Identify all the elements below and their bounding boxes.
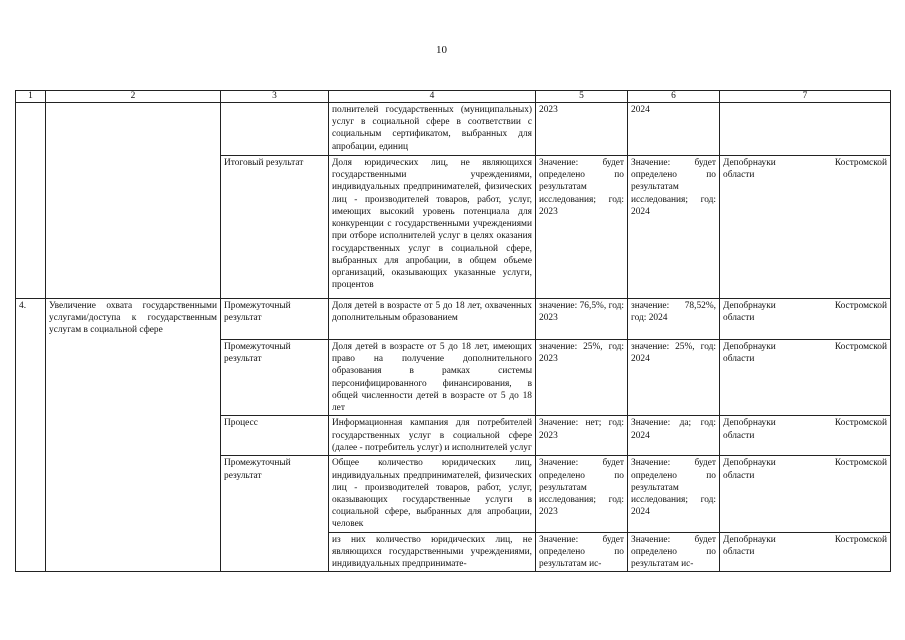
responsible-region: Костромской (834, 158, 887, 168)
responsible-cell (720, 299, 891, 340)
responsible-region: Костромской (834, 418, 887, 429)
value-2024: значение: 78,52%, год: 2024 (628, 299, 720, 340)
responsible-region: Костромской (834, 342, 887, 352)
responsible-dept: Депобрнауки (723, 534, 776, 545)
task-cell: Увеличение охвата государственными услугами/доступа к государственным услугам в социальной сфере (46, 299, 221, 572)
result-type-cell: Промежуточный результат (221, 340, 329, 416)
responsible-cell (720, 340, 891, 416)
responsible-region-suffix: области (723, 170, 755, 181)
responsible-dept: Депобрнауки (723, 342, 776, 352)
value-2023: Значение: будет определено по результатам исследования; год: 2023 (536, 456, 628, 532)
responsible-region-suffix: области (723, 470, 755, 481)
indicator-description: Информационная кампания для потребителей государственных услуг в социальной сфере (далее - потребитель услуг) и исполнителей услуг (329, 416, 536, 456)
header-col-3: 3 (221, 91, 329, 103)
responsible-region: Костромской (834, 458, 887, 469)
responsible-dept: Депобрнауки (723, 418, 776, 429)
value-2024: Значение: будет определено по результатам исследования; год: 2024 (628, 456, 720, 532)
responsible-region-suffix: области (723, 546, 755, 557)
result-type-cell: Итоговый результат (221, 156, 329, 299)
responsible-region: Костромской (834, 301, 887, 311)
header-col-1: 1 (16, 91, 46, 103)
value-2023: значение: 25%, год: 2023 (536, 340, 628, 416)
value-2023: Значение: нет; год: 2023 (536, 416, 628, 456)
row-num-cell: 4. (16, 299, 46, 572)
value-2023: значение: 76,5%, год: 2023 (536, 299, 628, 340)
header-col-6: 6 (628, 91, 720, 103)
results-table (15, 90, 891, 572)
responsible-cell (720, 416, 891, 456)
value-2023: Значение: будет определено по результатам исследования; год: 2023 (536, 156, 628, 299)
indicator-description: Доля детей в возрасте от 5 до 18 лет, охваченных дополнительным образованием (329, 299, 536, 340)
responsible-region: Костромской (834, 534, 887, 545)
value-2024: 2024 (628, 103, 720, 156)
header-row (16, 91, 891, 103)
responsible-region-suffix: области (723, 354, 755, 365)
responsible-cell (720, 156, 891, 299)
value-2024: Значение: да; год: 2024 (628, 416, 720, 456)
value-2024: Значение: будет определено по результатам исследования; год: 2024 (628, 156, 720, 299)
result-type-cell: Промежуточный результат (221, 299, 329, 340)
header-col-4: 4 (329, 91, 536, 103)
indicator-description: Общее количество юридических лиц, индивидуальных предпринимателей, физических лиц - производителей товаров, работ, услуг, оказывающих государственные услуги в социальной сфере, выбранных для апробации, человек (329, 456, 536, 532)
result-type-cell: Промежуточный результат (221, 456, 329, 572)
indicator-description: Доля детей в возрасте от 5 до 18 лет, имеющих право на получение дополнительного образования в рамках системы персонифицированного финансирования, в общей численности детей в возрасте от 5 до 18 лет (329, 340, 536, 416)
responsible-region-suffix: области (723, 430, 755, 441)
indicator-description: из них количество юридических лиц, не являющихся государственными учреждениями, индивидуальных предпринимате- (329, 532, 536, 572)
page-number: 10 (436, 44, 447, 56)
header-col-2: 2 (46, 91, 221, 103)
value-2024: Значение: будет определено по результатам ис- (628, 532, 720, 572)
result-type-cell (221, 103, 329, 156)
value-2023: 2023 (536, 103, 628, 156)
responsible-dept: Депобрнауки (723, 458, 776, 469)
indicator-description: Доля юридических лиц, не являющихся государственными учреждениями, индивидуальных предпринимателей, физических лиц - производителей товаров, работ, услуг, имеющих высокий уровень потенциала для конкуренции с государственными учреждениями при отборе исполнителей услуг в целях оказания государственных услуг в социальной сфере, выбранных для апробации, в общем объеме организаций, оказывающих указанные услуги, процентов (329, 156, 536, 299)
value-2024: значение: 25%, год: 2024 (628, 340, 720, 416)
responsible-cell (720, 103, 891, 156)
indicator-description: полнителей государственных (муниципальных) услуг в социальной сфере в соответствии с социальным сертификатом, выбранных для апробации, единиц (329, 103, 536, 156)
header-col-5: 5 (536, 91, 628, 103)
table-row (16, 103, 891, 156)
task-cell (46, 103, 221, 299)
table-row (16, 299, 891, 340)
value-2023: Значение: будет определено по результатам ис- (536, 532, 628, 572)
header-col-7: 7 (720, 91, 891, 103)
responsible-region-suffix: области (723, 313, 755, 324)
responsible-cell (720, 532, 891, 572)
responsible-dept: Депобрнауки (723, 158, 776, 168)
responsible-cell (720, 456, 891, 532)
row-num-cell (16, 103, 46, 299)
result-type-cell: Процесс (221, 416, 329, 456)
responsible-dept: Депобрнауки (723, 301, 776, 311)
